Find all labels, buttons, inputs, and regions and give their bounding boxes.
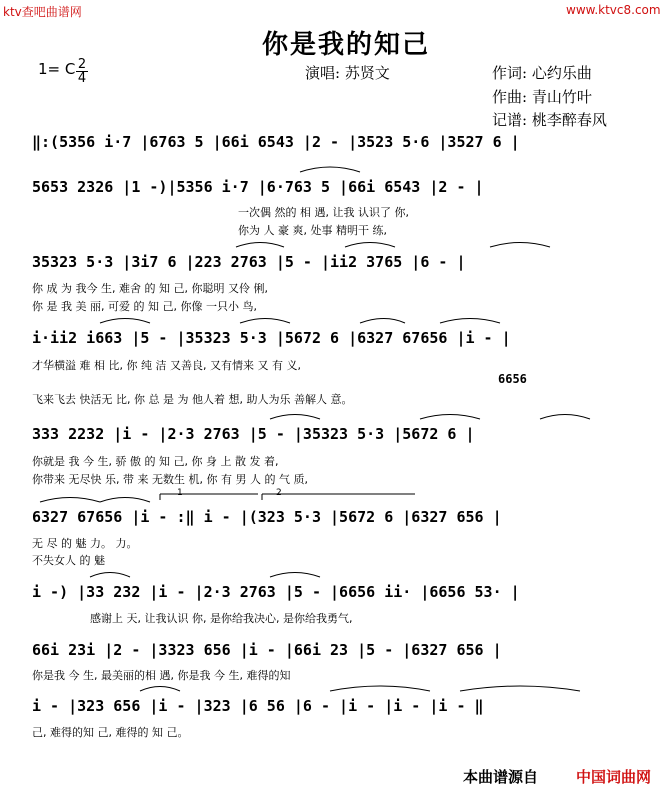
- score-row-5: 333 2232 |i - |2·3 2763 |5 - |35323 5·3 |5672 6 |: [32, 425, 475, 443]
- time-signature-bottom: 4: [77, 71, 87, 86]
- score-row-9: i - |323 656 |i - |323 |6 56 |6 - |i - |i - |i - ‖: [32, 697, 484, 715]
- lyric-line-12: 你是我 今 生, 最美丽的相 遇, 你是我 今 生, 难得的知: [32, 669, 291, 682]
- score-row-2: 5653 2326 |1 -)|5356 i·7 |6·763 5 |66i 6543 |2 - |: [32, 178, 484, 196]
- watermark-right: www.ktvc8.com: [566, 3, 661, 17]
- source-label: 本曲谱源自: [463, 768, 539, 786]
- lyric-line-4: 你 是 我 美 丽, 可爱 的 知 己, 你像 一只小 鸟,: [32, 300, 257, 313]
- lyric-line-8: 你带来 无尽快 乐, 带 来 无数生 机, 你 有 男 人 的 气 质,: [32, 473, 308, 486]
- score-ossia: 6656: [498, 372, 527, 386]
- score-row-7: i -) |33 232 |i - |2·3 2763 |5 - |6656 ii· |6656 53· |: [32, 583, 520, 601]
- score-row-6: 6327 67656 |i - :‖ i - |(323 5·3 |5672 6 |6327 656 |: [32, 508, 502, 526]
- lyric-line-5: 才华横溢 难 相 比, 你 纯 洁 又善良, 又有情来 又 有 义,: [32, 359, 301, 372]
- lyric-line-2: 你为 人 豪 爽, 处事 精明干 练,: [238, 224, 387, 237]
- lyric-line-6: 飞来飞去 快活无 比, 你 总 是 为 他人着 想, 助人为乐 善解人 意。: [32, 393, 353, 406]
- lyric-line-13: 己, 难得的知 己, 难得的 知 己。: [32, 726, 189, 739]
- score-row-4: i·ii2 i663 |5 - |35323 5·3 |5672 6 |6327 67656 |i - |: [32, 329, 511, 347]
- lyric-line-7: 你就是 我 今 生, 骄 傲 的 知 己, 你 身 上 散 发 着,: [32, 455, 279, 468]
- source-site: 中国词曲网: [576, 768, 652, 786]
- song-title: 你是我的知己: [262, 30, 431, 60]
- transcriber-credit: 记谱: 桃李醉春风: [492, 111, 607, 129]
- time-signature: [76, 58, 88, 85]
- composer-credit: 作曲: 青山竹叶: [492, 88, 592, 106]
- singer-credit: 演唱: 苏贤文: [305, 64, 390, 82]
- lyric-line-1: 一次偶 然的 相 遇, 让我 认识了 你,: [238, 206, 409, 219]
- score-row-3: 35323 5·3 |3i7 6 |223 2763 |5 - |ii2 3765 |6 - |: [32, 253, 466, 271]
- lyricist-credit: 作词: 心约乐曲: [492, 64, 592, 82]
- volta-1-label: 1: [177, 488, 183, 498]
- lyric-line-11: 感谢上 天, 让我认识 你, 是你给我决心, 是你给我勇气,: [90, 612, 353, 625]
- lyric-line-3: 你 成 为 我今 生, 难舍 的 知 己, 你聪明 又伶 俐,: [32, 282, 268, 295]
- volta-2-label: 2: [276, 488, 282, 498]
- key-signature: 1= C: [38, 60, 76, 78]
- time-signature-top: 2: [77, 57, 87, 72]
- score-row-1: ‖:(5356 i·7 |6763 5 |66i 6543 |2 - |3523 5·6 |3527 6 |: [32, 133, 520, 151]
- lyric-line-9: 无 尽 的 魅 力。 力。: [32, 537, 138, 550]
- score-row-8: 66i 23i |2 - |3323 656 |i - |66i 23 |5 - |6327 656 |: [32, 641, 502, 659]
- watermark-left: ktv查吧曲谱网: [3, 5, 82, 19]
- lyric-line-10: 不失女人 的 魅: [32, 554, 105, 567]
